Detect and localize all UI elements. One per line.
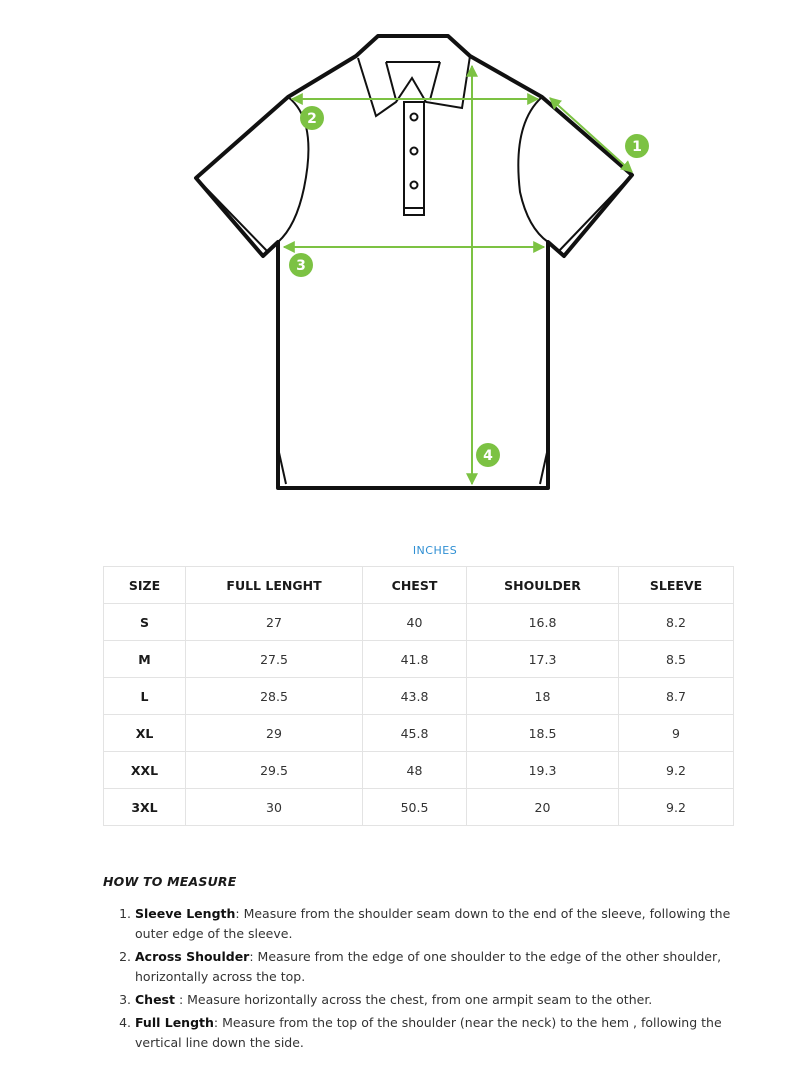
table-row xyxy=(104,789,734,826)
step-separator: : xyxy=(235,906,240,921)
table-row xyxy=(104,752,734,789)
size-cell: XXL xyxy=(104,752,186,789)
header-size: SIZE xyxy=(104,567,186,604)
measurement-cell: 8.7 xyxy=(619,678,734,715)
size-cell: L xyxy=(104,678,186,715)
size-cell: 3XL xyxy=(104,789,186,826)
marker-1-label: 1 xyxy=(632,139,642,155)
shirt-outline xyxy=(196,36,632,488)
step-text: Measure from the top of the shoulder (near the neck) to the hem , following the vertical line down the side. xyxy=(135,1015,722,1050)
header-shoulder: SHOULDER xyxy=(467,567,619,604)
table-row xyxy=(104,678,734,715)
step-text: Measure horizontally across the chest, from one armpit seam to the other. xyxy=(183,992,653,1007)
header-chest: CHEST xyxy=(363,567,467,604)
measurement-cell: 8.2 xyxy=(619,604,734,641)
table-row xyxy=(104,641,734,678)
step-separator: : xyxy=(213,1015,219,1030)
marker-2 xyxy=(300,106,324,130)
polo-shirt-diagram xyxy=(0,0,800,510)
measurement-cell: 18 xyxy=(467,678,619,715)
measurement-cell: 9.2 xyxy=(619,789,734,826)
measurement-cell: 9 xyxy=(619,715,734,752)
measurement-cell: 28.5 xyxy=(186,678,363,715)
marker-3 xyxy=(289,253,313,277)
measurement-cell: 29.5 xyxy=(186,752,363,789)
step-term: Full Length xyxy=(135,1015,214,1030)
shirt-details xyxy=(202,36,626,484)
measurement-cell: 8.5 xyxy=(619,641,734,678)
table-header-row xyxy=(104,567,734,604)
measurement-cell: 27 xyxy=(186,604,363,641)
measure-step xyxy=(135,990,735,1010)
marker-4-label: 4 xyxy=(483,448,493,464)
step-text: Measure from the edge of one shoulder to the edge of the other shoulder, horizontally across the top. xyxy=(135,949,722,984)
how-to-measure-title: HOW TO MEASURE xyxy=(103,874,237,889)
measurement-cell: 18.5 xyxy=(467,715,619,752)
measurement-cell: 29 xyxy=(186,715,363,752)
size-cell: S xyxy=(104,604,186,641)
header-full-length: FULL LENGHT xyxy=(186,567,363,604)
size-cell: M xyxy=(104,641,186,678)
measurement-cell: 43.8 xyxy=(363,678,467,715)
header-sleeve: SLEEVE xyxy=(619,567,734,604)
step-separator: : xyxy=(249,949,254,964)
marker-3-label: 3 xyxy=(296,258,306,274)
step-term: Chest xyxy=(135,992,175,1007)
measurement-cell: 27.5 xyxy=(186,641,363,678)
size-chart-table xyxy=(103,566,734,826)
table-row xyxy=(104,715,734,752)
measurement-cell: 48 xyxy=(363,752,467,789)
table-row xyxy=(104,604,734,641)
step-separator: : xyxy=(174,992,184,1007)
size-cell: XL xyxy=(104,715,186,752)
step-text: Measure from the shoulder seam down to the end of the sleeve, following the outer edge of the sleeve. xyxy=(135,906,731,941)
measure-step xyxy=(135,904,735,944)
marker-2-label: 2 xyxy=(307,111,317,127)
measurement-cell: 30 xyxy=(186,789,363,826)
units-label: INCHES xyxy=(412,544,458,557)
measurement-cell: 17.3 xyxy=(467,641,619,678)
measurement-cell: 45.8 xyxy=(363,715,467,752)
step-term: Sleeve Length xyxy=(135,906,236,921)
marker-1 xyxy=(625,134,649,158)
marker-4 xyxy=(476,443,500,467)
measurement-cell: 16.8 xyxy=(467,604,619,641)
measure-step xyxy=(135,1013,735,1053)
measurement-cell: 19.3 xyxy=(467,752,619,789)
measurement-cell: 50.5 xyxy=(363,789,467,826)
step-term: Across Shoulder xyxy=(135,949,250,964)
measurement-cell: 9.2 xyxy=(619,752,734,789)
measurement-cell: 41.8 xyxy=(363,641,467,678)
measurement-cell: 40 xyxy=(363,604,467,641)
how-to-measure-steps xyxy=(135,904,735,1056)
measure-step xyxy=(135,947,735,987)
measurement-cell: 20 xyxy=(467,789,619,826)
